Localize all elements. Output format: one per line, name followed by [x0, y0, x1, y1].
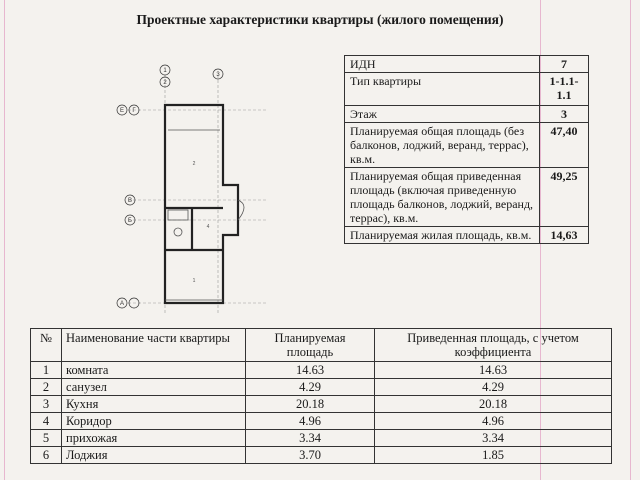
row-number: 2	[31, 379, 62, 396]
reduced-area: 14.63	[375, 362, 612, 379]
char-label: Планируемая жилая площадь, кв.м.	[345, 227, 540, 244]
char-value: 7	[540, 56, 589, 73]
table-row	[345, 56, 589, 73]
char-label: Планируемая общая площадь (без балконов, лоджий, веранд, террас), кв.м.	[345, 123, 540, 168]
page-margin-line	[630, 0, 631, 480]
room-name: Кухня	[62, 396, 246, 413]
reduced-area: 1.85	[375, 447, 612, 464]
room-name: санузел	[62, 379, 246, 396]
table-header-row	[31, 329, 612, 362]
row-number: 1	[31, 362, 62, 379]
row-number: 4	[31, 413, 62, 430]
planned-area: 20.18	[246, 396, 375, 413]
table-row	[345, 168, 589, 227]
reduced-area: 3.34	[375, 430, 612, 447]
axis-label-top: 1	[163, 68, 167, 74]
svg-text:1: 1	[192, 278, 196, 284]
svg-text:4: 4	[206, 224, 210, 230]
char-label: Планируемая общая приведенная площадь (включая приведенную площадь балконов, лоджий, веранд, террас), кв.м.	[345, 168, 540, 227]
reduced-area: 20.18	[375, 396, 612, 413]
row-number: 3	[31, 396, 62, 413]
char-value: 47,40	[540, 123, 589, 168]
room-name: комната	[62, 362, 246, 379]
char-value: 1-1.1-1.1	[540, 73, 589, 106]
planned-area: 4.29	[246, 379, 375, 396]
axis-label-left: В	[127, 198, 133, 204]
floor-plan-drawing	[108, 60, 278, 320]
planned-area: 3.34	[246, 430, 375, 447]
room-name: Коридор	[62, 413, 246, 430]
column-header: №	[31, 329, 62, 362]
planned-area: 4.96	[246, 413, 375, 430]
axis-label-top: 3	[216, 72, 220, 78]
table-row	[345, 227, 589, 244]
row-number: 6	[31, 447, 62, 464]
planned-area: 3.70	[246, 447, 375, 464]
table-row	[31, 447, 612, 464]
row-number: 5	[31, 430, 62, 447]
char-value: 49,25	[540, 168, 589, 227]
planned-area: 14.63	[246, 362, 375, 379]
room-name: Лоджия	[62, 447, 246, 464]
char-label: Этаж	[345, 106, 540, 123]
column-header: Наименование части квартиры	[62, 329, 246, 362]
table-row	[31, 396, 612, 413]
table-row	[345, 106, 589, 123]
table-row	[345, 123, 589, 168]
table-row	[31, 413, 612, 430]
column-header: Приведенная площадь, с учетом коэффициента	[375, 329, 612, 362]
axis-label-left: Б	[128, 218, 132, 224]
room-name: прихожая	[62, 430, 246, 447]
reduced-area: 4.29	[375, 379, 612, 396]
axis-label-left: Г	[132, 108, 136, 114]
char-value: 14,63	[540, 227, 589, 244]
char-label: Тип квартиры	[345, 73, 540, 106]
page-margin-line	[4, 0, 5, 480]
svg-text:2: 2	[192, 161, 196, 167]
table-row	[345, 73, 589, 106]
page-title: Проектные характеристики квартиры (жилого помещения)	[136, 12, 504, 27]
table-row	[31, 362, 612, 379]
table-row	[31, 430, 612, 447]
rooms-table	[30, 328, 612, 464]
reduced-area: 4.96	[375, 413, 612, 430]
char-label: ИДН	[345, 56, 540, 73]
axis-label-left: А	[119, 301, 125, 307]
characteristics-table	[344, 55, 589, 244]
axis-label-left: Е	[119, 108, 125, 114]
axis-label-top: 2	[163, 80, 167, 86]
table-row	[31, 379, 612, 396]
char-value: 3	[540, 106, 589, 123]
column-header: Планируемая площадь	[246, 329, 375, 362]
